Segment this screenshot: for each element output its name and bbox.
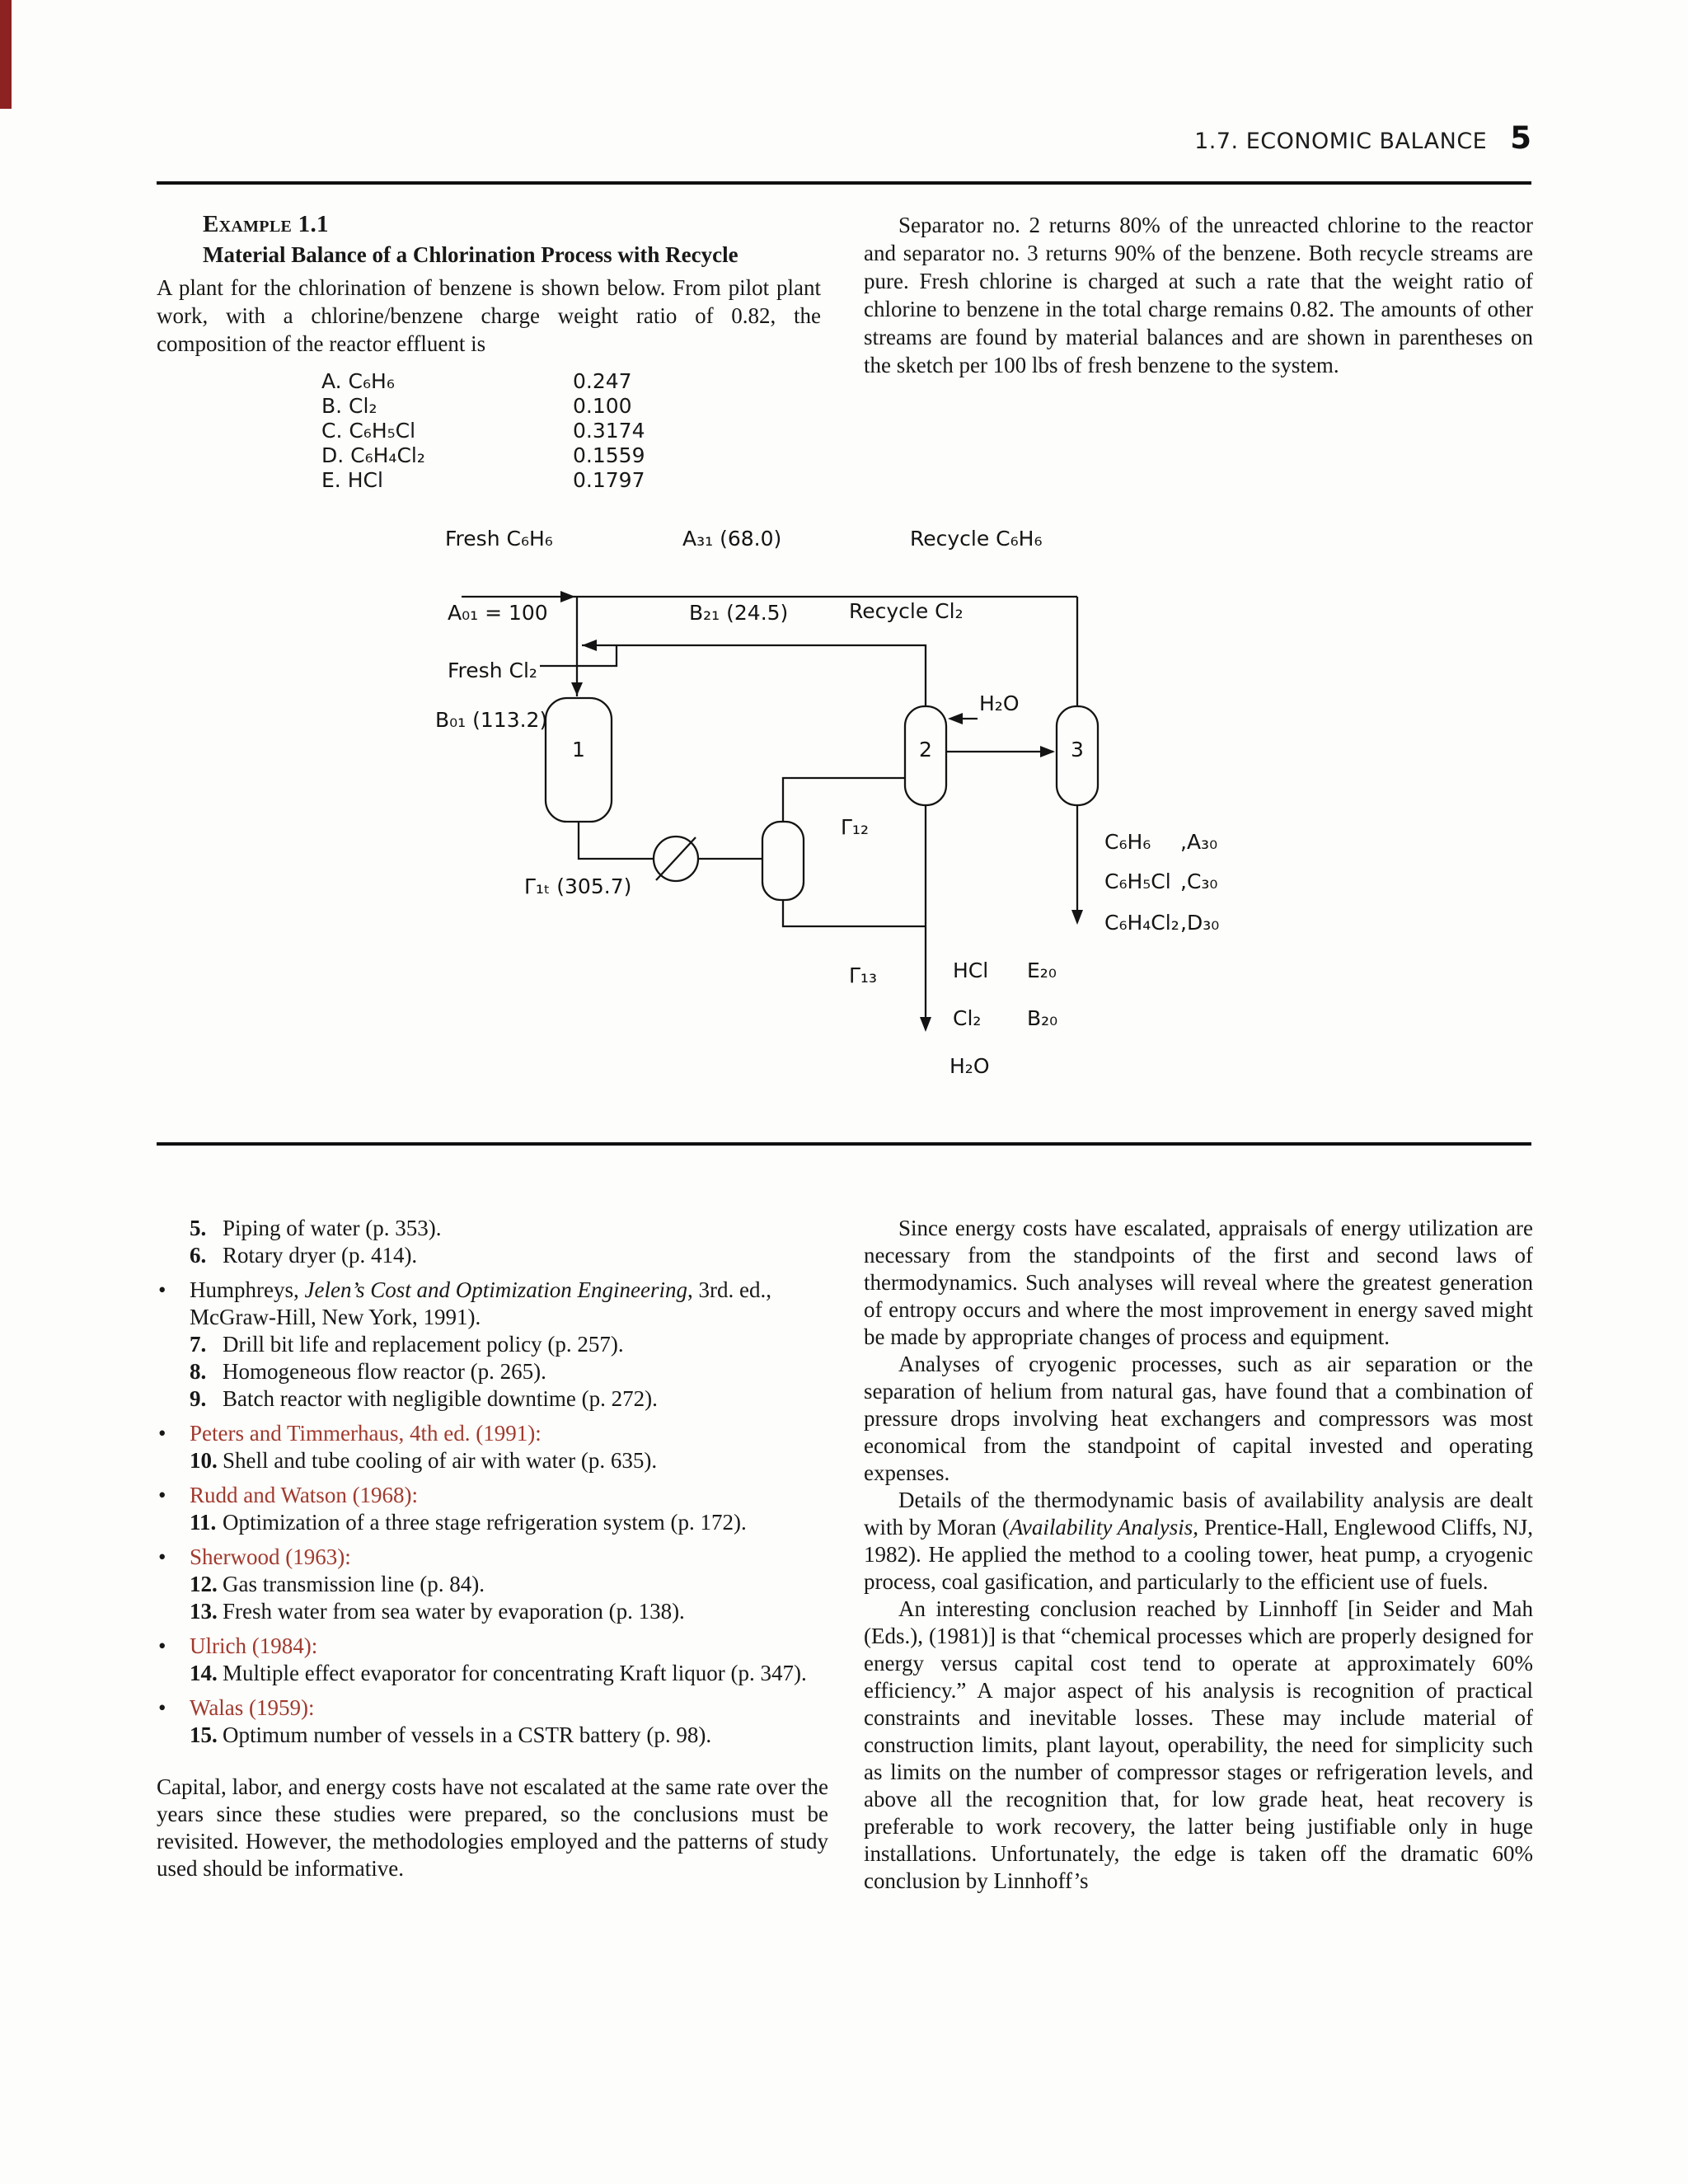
label-fresh-benzene: Fresh C₆H₆ bbox=[445, 527, 553, 551]
top-rule bbox=[157, 181, 1531, 185]
label-a01: A₀₁ = 100 bbox=[448, 601, 548, 625]
process-flow-diagram bbox=[363, 504, 1286, 1114]
citation-book-title: Jelen’s Cost and Optimization Engineering bbox=[304, 1277, 687, 1302]
arrow-into-separator3 bbox=[1040, 746, 1055, 757]
reference-link[interactable]: Peters and Timmerhaus, 4th ed. (1991): bbox=[190, 1421, 542, 1446]
table-row bbox=[321, 443, 821, 468]
example-label: Example 1.1 bbox=[203, 211, 329, 237]
reference-number: 14. bbox=[190, 1661, 218, 1685]
arrow-benzene-feed bbox=[560, 591, 575, 602]
reference-number: 15. bbox=[190, 1722, 218, 1747]
composition-table bbox=[321, 369, 821, 493]
reference-number: 6. bbox=[190, 1243, 207, 1268]
paragraph bbox=[864, 1487, 1533, 1596]
reference-author-entry bbox=[157, 1277, 828, 1331]
running-head bbox=[1194, 120, 1531, 156]
label-b01: B₀₁ (113.2) bbox=[435, 708, 548, 732]
paragraph-pre: Details of the thermodynamic basis of availability analysis are dealt with by Moran ( bbox=[864, 1488, 1533, 1540]
bullet-icon: • bbox=[158, 1421, 166, 1446]
component-value: 0.100 bbox=[573, 394, 632, 418]
reference-entry bbox=[157, 1242, 828, 1269]
label-recycle-benzene: Recycle C₆H₆ bbox=[910, 527, 1043, 551]
reference-text: Optimum number of vessels in a CSTR battery (p. 98). bbox=[223, 1722, 712, 1747]
table-row bbox=[321, 419, 821, 443]
reference-entry bbox=[157, 1385, 828, 1413]
reference-number: 10. bbox=[190, 1448, 218, 1473]
label-water-feed: H₂O bbox=[979, 691, 1020, 715]
book-edge-decoration bbox=[0, 0, 12, 109]
example-section bbox=[157, 211, 821, 493]
component-value: 0.1797 bbox=[573, 468, 645, 492]
table-row bbox=[321, 369, 821, 394]
table-row bbox=[321, 394, 821, 419]
example-continuation-column bbox=[864, 211, 1533, 379]
label-fresh-cl2: Fresh Cl₂ bbox=[448, 658, 537, 682]
component-value: 0.3174 bbox=[573, 419, 645, 443]
reference-number: 12. bbox=[190, 1572, 218, 1596]
label-product3-code: ,A₃₀ bbox=[1180, 830, 1218, 854]
reference-entry bbox=[157, 1509, 828, 1536]
paragraph: An interesting conclusion reached by Linnhoff [in Seider and Mah (Eds.), (1981)] is that “chemical processes which are properly designed for energy versus capital cost tend to operate at approximately 60% efficiency.” A major aspect of his analysis is recognition of practical constraints and inevitable losses. These may include material of construction limits, plant layout, operability, the need for simplicity such as limits on the number of compressor stages or refrigeration levels, and above all the recognition that, for low grade heat, heat recovery is preferable to work recovery, the latter being justifiable only in huge installations. Unfortunately, the edge is taken off the dramatic 60% conclusion by Linnhoff’s bbox=[864, 1596, 1533, 1893]
reference-number: 5. bbox=[190, 1216, 207, 1240]
paragraph: Since energy costs have escalated, appraisals of energy utilization are necessary from the standpoints of the first and second laws of thermodynamics. Such analyses will reveal where the greatest generation of entropy occurs and where the most improvement in energy saved might be made by appropriate changes of process and equipment. bbox=[864, 1216, 1533, 1349]
reference-text: Shell and tube cooling of air with water (p. 635). bbox=[223, 1448, 658, 1473]
paragraph-post: Prentice-Hall, Englewood Cliffs, NJ, 1982). He applied the method to a cooling tower, heat pump, a cryogenic process, coal gasification, and particularly to the efficient use of fuels. bbox=[864, 1515, 1533, 1594]
reference-link[interactable]: Walas (1959): bbox=[190, 1695, 315, 1720]
table-row bbox=[321, 468, 821, 493]
bullet-icon: • bbox=[158, 1633, 166, 1658]
component-name: E. HCl bbox=[321, 468, 383, 492]
reference-text: Fresh water from sea water by evaporation (p. 138). bbox=[223, 1599, 685, 1624]
citation-post: , 3rd. ed., McGraw-Hill, New York, 1991). bbox=[190, 1277, 771, 1329]
reference-entry bbox=[157, 1358, 828, 1385]
label-stream-1t: Γ₁ₜ (305.7) bbox=[524, 874, 632, 898]
label-stream-12: Γ₁₂ bbox=[841, 815, 869, 839]
component-name: C. C₆H₅Cl bbox=[321, 419, 416, 443]
reference-text: Gas transmission line (p. 84). bbox=[223, 1572, 485, 1596]
reference-author-entry bbox=[157, 1482, 828, 1509]
label-bottoms-formula: Cl₂ bbox=[953, 1006, 982, 1030]
component-value: 0.247 bbox=[573, 369, 632, 393]
reference-link[interactable]: Rudd and Watson (1968): bbox=[190, 1483, 419, 1507]
knockout-drum bbox=[762, 822, 804, 900]
reference-entry bbox=[157, 1571, 828, 1598]
component-name: D. C₆H₄Cl₂ bbox=[321, 443, 425, 467]
reference-author-entry bbox=[157, 1694, 828, 1722]
label-bottoms-formula: H₂O bbox=[950, 1054, 990, 1078]
component-name: B. Cl₂ bbox=[321, 394, 377, 418]
reference-text: Rotary dryer (p. 414). bbox=[223, 1243, 418, 1268]
bullet-icon: • bbox=[158, 1483, 166, 1507]
label-separator3-number: 3 bbox=[1071, 738, 1084, 762]
reference-text: Piping of water (p. 353). bbox=[223, 1216, 442, 1240]
page-number: 5 bbox=[1510, 120, 1531, 156]
reference-number: 8. bbox=[190, 1359, 207, 1384]
reference-entry bbox=[157, 1598, 828, 1625]
reference-entry bbox=[157, 1331, 828, 1358]
discussion-column bbox=[864, 1215, 1533, 1895]
arrow-reactor-inlet bbox=[571, 682, 583, 696]
label-reactor-number: 1 bbox=[572, 738, 585, 762]
reference-text: Optimization of a three stage refrigeration system (p. 172). bbox=[223, 1510, 747, 1535]
reference-link[interactable]: Sherwood (1963): bbox=[190, 1544, 351, 1569]
example-title: Material Balance of a Chlorination Process with Recycle bbox=[203, 242, 738, 267]
closing-paragraph: Capital, labor, and energy costs have not escalated at the same rate over the years since these studies were prepared, so the conclusions must be revisited. However, the methodologies employed and the patterns of study used should be informative. bbox=[157, 1774, 828, 1881]
reference-number: 11. bbox=[190, 1510, 217, 1535]
label-stream-13: Γ₁₃ bbox=[849, 963, 877, 987]
reference-author-entry bbox=[157, 1633, 828, 1660]
label-product3-code: ,C₃₀ bbox=[1180, 869, 1218, 893]
label-product3-formula: C₆H₄Cl₂ bbox=[1104, 911, 1179, 935]
component-name: A. C₆H₆ bbox=[321, 369, 395, 393]
arrow-separator3-bottoms bbox=[1071, 910, 1083, 925]
label-b21: B₂₁ (24.5) bbox=[689, 601, 789, 625]
reference-entry bbox=[157, 1215, 828, 1242]
example-continuation: Separator no. 2 returns 80% of the unreacted chlorine to the reactor and separator no. 3 returns 90% of the benzene. Both recycle streams are pure. Fresh chlorine is charged at such a rate that the weight ratio of chlorine to benzene in the total charge remains 0.82. The amounts of other streams are found by material balances and are shown in parentheses on the sketch per 100 lbs of fresh benzene to the system. bbox=[864, 213, 1533, 377]
label-bottoms-code: B₂₀ bbox=[1027, 1006, 1058, 1030]
reference-entry bbox=[157, 1660, 828, 1687]
label-recycle-cl2: Recycle Cl₂ bbox=[849, 599, 964, 623]
reference-text: Drill bit life and replacement policy (p. 257). bbox=[223, 1332, 624, 1357]
reference-text: Homogeneous flow reactor (p. 265). bbox=[223, 1359, 546, 1384]
reference-citation bbox=[190, 1277, 771, 1329]
bullet-icon: • bbox=[158, 1695, 166, 1720]
reference-entry bbox=[157, 1722, 828, 1749]
bullet-icon: • bbox=[158, 1544, 166, 1569]
reference-entry bbox=[157, 1447, 828, 1474]
section-title: 1.7. ECONOMIC BALANCE bbox=[1194, 129, 1488, 154]
arrow-separator2-bottoms bbox=[920, 1017, 931, 1032]
label-product3-formula: C₆H₆ bbox=[1104, 830, 1151, 854]
reference-number: 9. bbox=[190, 1386, 207, 1411]
chlorine-recycle-line bbox=[582, 645, 926, 706]
label-bottoms-code: E₂₀ bbox=[1027, 958, 1057, 982]
reference-author-entry bbox=[157, 1544, 828, 1571]
example-intro: A plant for the chlorination of benzene is shown below. From pilot plant work, with a chlorine/benzene charge weight ratio of 0.82, the composition of the reactor effluent is bbox=[157, 275, 821, 356]
drum-bottoms-line bbox=[783, 900, 926, 926]
fresh-chlorine-line bbox=[540, 646, 617, 666]
reference-number: 7. bbox=[190, 1332, 207, 1357]
references-column bbox=[157, 1215, 828, 1882]
bullet-icon: • bbox=[158, 1277, 166, 1302]
reference-link[interactable]: Ulrich (1984): bbox=[190, 1633, 318, 1658]
paragraph: Analyses of cryogenic processes, such as air separation or the separation of helium from natural gas, have found that a combination of pressure drops involving heat exchangers and compressors was most economical from the standpoint of capital invested and operating expenses. bbox=[864, 1352, 1533, 1485]
label-separator2-number: 2 bbox=[919, 738, 932, 762]
reference-text: Multiple effect evaporator for concentrating Kraft liquor (p. 347). bbox=[223, 1661, 807, 1685]
citation-pre: Humphreys, bbox=[190, 1277, 305, 1302]
reference-number: 13. bbox=[190, 1599, 218, 1624]
bottom-rule bbox=[157, 1142, 1531, 1146]
book-title-italic: Availability Analysis, bbox=[1009, 1515, 1199, 1540]
component-value: 0.1559 bbox=[573, 443, 645, 467]
label-product3-code: ,D₃₀ bbox=[1180, 911, 1220, 935]
label-product3-formula: C₆H₅Cl bbox=[1104, 869, 1171, 893]
reference-author-entry bbox=[157, 1420, 828, 1447]
label-a31: A₃₁ (68.0) bbox=[682, 527, 782, 551]
arrow-water-feed bbox=[948, 713, 963, 724]
label-bottoms-formula: HCl bbox=[953, 958, 989, 982]
reference-text: Batch reactor with negligible downtime (p. 272). bbox=[223, 1386, 658, 1411]
arrow-chlorine-recycle bbox=[582, 640, 597, 651]
